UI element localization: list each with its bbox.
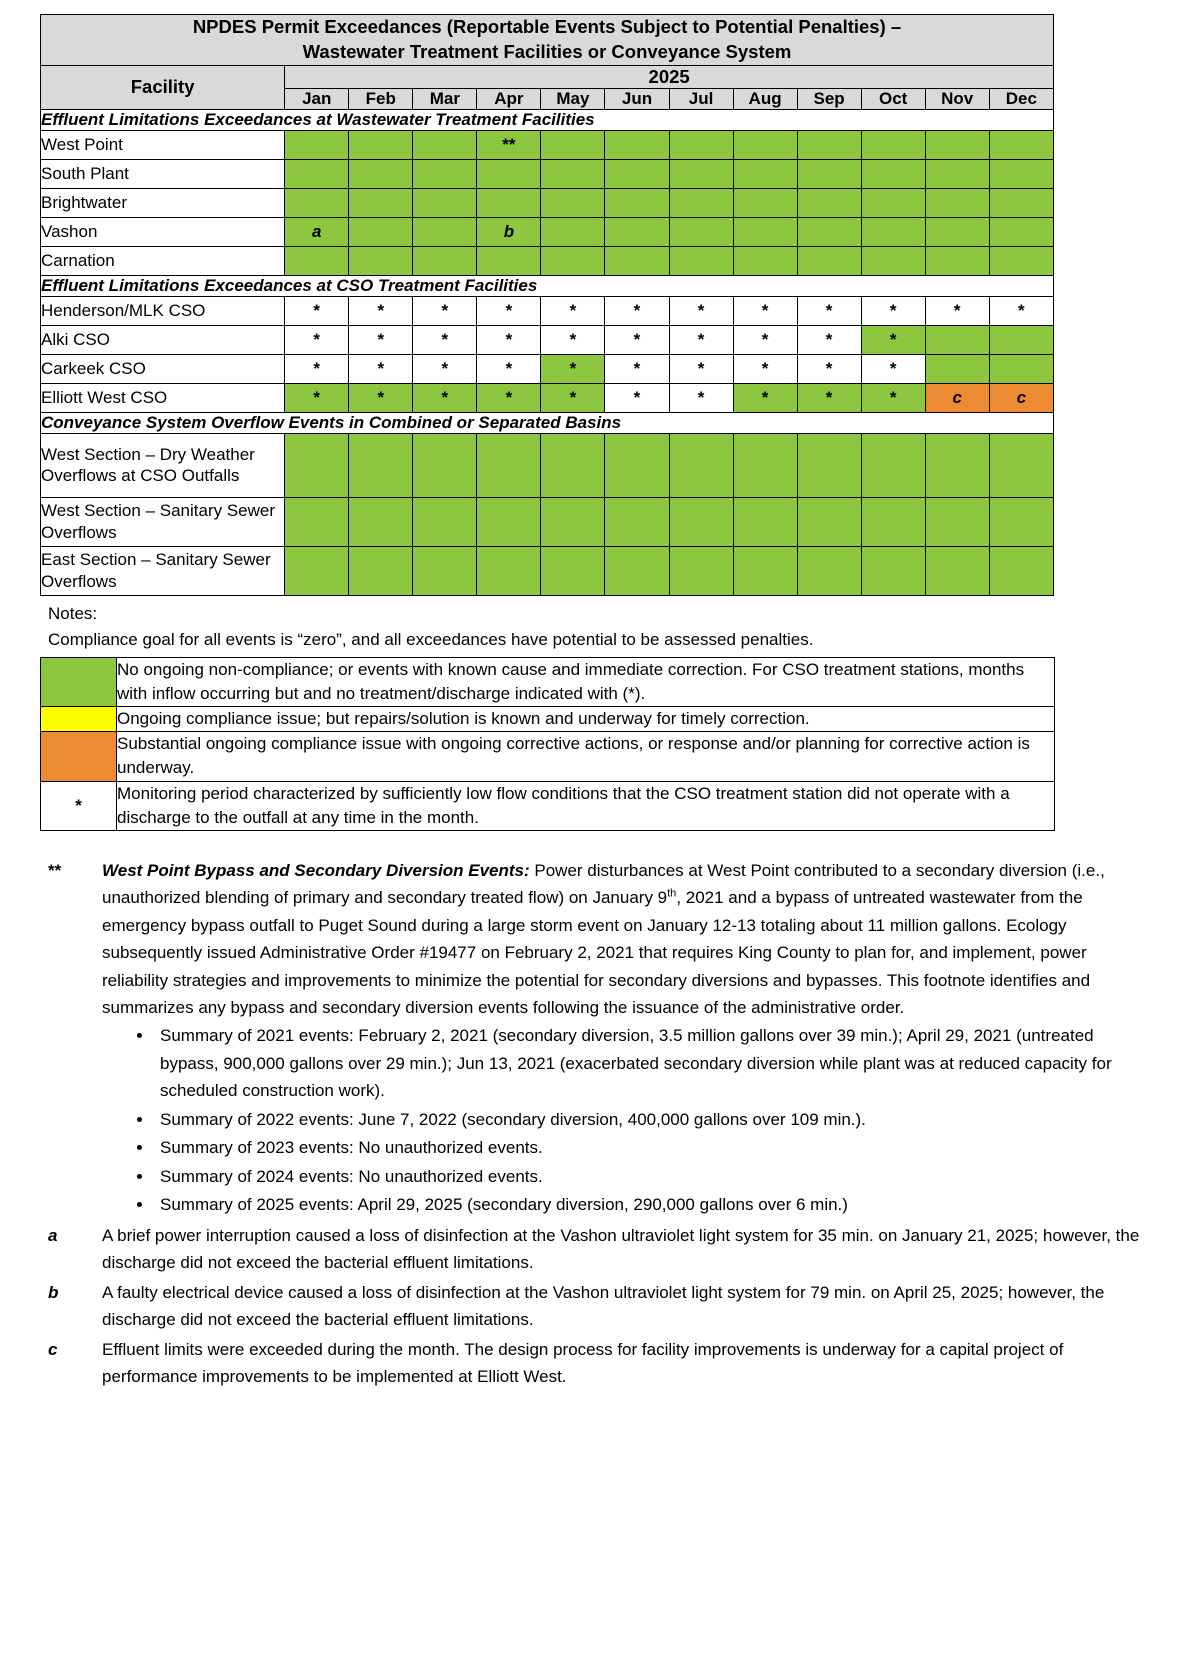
table-row (41, 159, 1054, 188)
status-cell (733, 217, 797, 246)
status-cell (477, 246, 541, 275)
month-header-oct: Oct (861, 88, 925, 109)
table-row (41, 383, 1054, 412)
status-cell (797, 497, 861, 546)
compliance-goal-note: Compliance goal for all events is “zero”, and all exceedances have potential to be assessed penalties. (48, 629, 814, 649)
legend-row (41, 657, 1055, 706)
facility-label: Alki CSO (41, 325, 285, 354)
facility-label: Vashon (41, 217, 285, 246)
status-cell (797, 546, 861, 595)
section-heading: Effluent Limitations Exceedances at CSO Treatment Facilities (41, 275, 1054, 296)
month-header-jan: Jan (285, 88, 349, 109)
status-cell (669, 383, 733, 412)
month-header-may: May (541, 88, 605, 109)
legend-swatch-white: * (41, 781, 117, 830)
section-heading-row (41, 412, 1054, 433)
legend-description: Monitoring period characterized by sufficiently low flow conditions that the CSO treatment station did not operate with a discharge to the outfall at any time in the month. (117, 781, 1055, 830)
status-cell (669, 246, 733, 275)
no-discharge-asterisk: * (313, 358, 321, 378)
legend-description: Ongoing compliance issue; but repairs/solution is known and underway for timely correction. (117, 707, 1055, 732)
status-cell (541, 159, 605, 188)
status-cell (669, 546, 733, 595)
table-row (41, 497, 1054, 546)
status-cell (861, 296, 925, 325)
status-cell (733, 354, 797, 383)
footnote-double-star-body (102, 857, 1140, 1220)
month-header-apr: Apr (477, 88, 541, 109)
no-discharge-asterisk: * (761, 387, 769, 407)
year-header: 2025 (285, 65, 1054, 88)
status-cell (285, 433, 349, 497)
footnote-double-star (40, 857, 1140, 1220)
footnote-bullet-item: • Summary of 2024 events: No unauthorized events. (154, 1163, 1140, 1191)
table-row (41, 246, 1054, 275)
footnote-ordinal-suffix: th (667, 887, 677, 900)
legend-row (41, 707, 1055, 732)
no-discharge-asterisk: * (633, 329, 641, 349)
status-cell (349, 325, 413, 354)
facility-label: West Point (41, 130, 285, 159)
footnote-a (40, 1222, 1140, 1277)
month-header-aug: Aug (733, 88, 797, 109)
legend-swatch-yellow (41, 707, 117, 732)
status-cell (861, 159, 925, 188)
status-cell (989, 325, 1053, 354)
status-cell (477, 497, 541, 546)
status-cell (285, 188, 349, 217)
status-cell (349, 546, 413, 595)
footnote-a-text: A brief power interruption caused a loss of disinfection at the Vashon ultraviolet light system for 35 min. on January 21, 2025; however, the discharge did not exceed the bacterial effluent limitations. (102, 1225, 1140, 1273)
table-row (41, 296, 1054, 325)
status-cell (989, 188, 1053, 217)
status-cell (797, 433, 861, 497)
status-cell (797, 217, 861, 246)
status-cell (413, 130, 477, 159)
status-cell (541, 296, 605, 325)
status-cell (349, 354, 413, 383)
status-cell (989, 130, 1053, 159)
no-discharge-asterisk: * (761, 358, 769, 378)
status-cell (861, 246, 925, 275)
status-cell (861, 497, 925, 546)
status-cell (925, 433, 989, 497)
table-header (41, 15, 1054, 110)
status-cell (541, 246, 605, 275)
status-cell (669, 296, 733, 325)
table-row (41, 433, 1054, 497)
facility-label: Henderson/MLK CSO (41, 296, 285, 325)
footnote-b-text: A faulty electrical device caused a loss of disinfection at the Vashon ultraviolet light system for 79 min. on April 25, 2025; however, the discharge did not exceed the bacterial effluent limitations. (102, 1282, 1105, 1330)
facility-label: East Section – Sanitary Sewer Overflows (41, 546, 285, 595)
no-discharge-asterisk: * (889, 329, 897, 349)
no-discharge-asterisk: * (825, 300, 833, 320)
no-discharge-asterisk: * (377, 300, 385, 320)
status-cell (797, 325, 861, 354)
status-cell (605, 433, 669, 497)
footnote-bullet-item: • Summary of 2021 events: February 2, 2021 (secondary diversion, 3.5 million gallons over 39 min.); April 29, 2021 (untreated bypass, 900,000 gallons over 29 min.); Jun 13, 2021 (exacerbated secondary diversion while plant was at reduced capacity for scheduled construction work). (154, 1022, 1140, 1105)
no-discharge-asterisk: * (889, 387, 897, 407)
no-discharge-asterisk: * (697, 329, 705, 349)
legend-table (40, 657, 1055, 831)
status-cell (477, 188, 541, 217)
footnote-marker: b (503, 221, 515, 241)
status-cell (861, 433, 925, 497)
no-discharge-asterisk: * (441, 300, 449, 320)
status-cell (605, 325, 669, 354)
status-cell (477, 546, 541, 595)
section-heading-row (41, 109, 1054, 130)
status-cell (861, 217, 925, 246)
legend-body (41, 657, 1055, 830)
status-cell (541, 383, 605, 412)
status-cell (989, 217, 1053, 246)
status-cell (349, 188, 413, 217)
status-cell (541, 325, 605, 354)
status-cell (797, 354, 861, 383)
status-cell (669, 159, 733, 188)
no-discharge-asterisk: * (569, 329, 577, 349)
legend-row (41, 732, 1055, 781)
status-cell (285, 130, 349, 159)
status-cell (605, 296, 669, 325)
no-discharge-asterisk: * (889, 300, 897, 320)
no-discharge-asterisk: * (441, 358, 449, 378)
no-discharge-asterisk: * (697, 300, 705, 320)
status-cell (925, 325, 989, 354)
legend-row (41, 781, 1055, 830)
status-cell (925, 546, 989, 595)
status-cell (733, 546, 797, 595)
status-cell (861, 325, 925, 354)
status-cell (989, 433, 1053, 497)
status-cell (861, 130, 925, 159)
status-cell (477, 433, 541, 497)
facility-label: West Section – Sanitary Sewer Overflows (41, 497, 285, 546)
status-cell (285, 217, 349, 246)
no-discharge-asterisk: * (505, 329, 513, 349)
status-cell (925, 296, 989, 325)
footnote-marker: a (312, 221, 322, 241)
table-body (41, 109, 1054, 595)
status-cell (413, 159, 477, 188)
status-cell (605, 546, 669, 595)
footnote-c-mark: c (48, 1339, 58, 1359)
no-discharge-asterisk: * (697, 387, 705, 407)
footnote-b (40, 1279, 1140, 1334)
status-cell (477, 383, 541, 412)
section-heading: Effluent Limitations Exceedances at Wastewater Treatment Facilities (41, 109, 1054, 130)
no-discharge-asterisk: * (377, 329, 385, 349)
status-cell (797, 159, 861, 188)
no-discharge-asterisk: * (313, 300, 321, 320)
status-cell (349, 296, 413, 325)
status-cell (733, 188, 797, 217)
footnote-double-star-text-2: , 2021 and a bypass of untreated wastewater from the emergency bypass outfall to Puget Sound during a large storm event on January 12-13 totaling about 11 million gallons. Ecology subsequently issued Administrative Order #19477 on February 2, 2021 that requires King County to plan for, and implement, power reliability strategies and improvements to minimize the potential for secondary diversions and bypasses. This footnote identifies and summarizes any bypass and secondary diversion events following the issuance of the administrative order. (102, 888, 1091, 1018)
status-cell (605, 246, 669, 275)
status-cell (349, 246, 413, 275)
status-cell (413, 188, 477, 217)
no-discharge-asterisk: * (633, 358, 641, 378)
footnote-a-mark: a (48, 1225, 58, 1245)
no-discharge-asterisk: * (953, 300, 961, 320)
status-cell (285, 354, 349, 383)
status-cell (669, 188, 733, 217)
no-discharge-asterisk: * (761, 300, 769, 320)
status-cell (349, 497, 413, 546)
status-cell (541, 217, 605, 246)
facility-label: Carnation (41, 246, 285, 275)
table-title-line1: NPDES Permit Exceedances (Reportable Events Subject to Potential Penalties) – (192, 16, 902, 37)
status-cell (285, 296, 349, 325)
status-cell (669, 354, 733, 383)
no-discharge-asterisk: * (1018, 300, 1025, 320)
status-cell (925, 354, 989, 383)
no-discharge-asterisk: * (313, 387, 321, 407)
status-cell (349, 383, 413, 412)
footnote-c (40, 1336, 1140, 1391)
status-cell (413, 383, 477, 412)
status-cell (989, 296, 1053, 325)
status-cell (605, 188, 669, 217)
status-cell (733, 130, 797, 159)
status-cell (733, 159, 797, 188)
status-cell (669, 325, 733, 354)
no-discharge-asterisk: * (633, 300, 641, 320)
table-row (41, 188, 1054, 217)
facility-label: Carkeek CSO (41, 354, 285, 383)
status-cell (285, 246, 349, 275)
no-discharge-asterisk: * (377, 387, 385, 407)
status-cell (925, 383, 989, 412)
status-cell (413, 546, 477, 595)
status-cell (541, 433, 605, 497)
status-cell (605, 217, 669, 246)
status-cell (541, 497, 605, 546)
notes-label: Notes: (48, 603, 98, 623)
status-cell (925, 188, 989, 217)
status-cell (733, 383, 797, 412)
footnote-double-star-mark: ** (48, 860, 62, 880)
status-cell (605, 354, 669, 383)
status-cell (733, 296, 797, 325)
status-cell (413, 296, 477, 325)
status-cell (413, 217, 477, 246)
no-discharge-asterisk: * (697, 358, 705, 378)
status-cell (541, 354, 605, 383)
footnote-double-star-text-1: Power disturbances at West Point contributed to a secondary diversion (i.e., unauthorized blending of primary and secondary treated flow) on January 9 (102, 860, 1105, 908)
month-header-mar: Mar (413, 88, 477, 109)
no-discharge-asterisk: * (889, 358, 897, 378)
table-row (41, 354, 1054, 383)
footnote-c-text: Effluent limits were exceeded during the month. The design process for facility improvements is underway for a capital project of performance improvements to be implemented at Elliott West. (102, 1339, 1064, 1387)
status-cell (349, 217, 413, 246)
table-row (41, 217, 1054, 246)
status-cell (605, 497, 669, 546)
status-cell (477, 159, 541, 188)
status-cell (477, 354, 541, 383)
footnotes-section (40, 857, 1140, 1391)
status-cell (861, 383, 925, 412)
status-cell (797, 383, 861, 412)
status-cell (413, 325, 477, 354)
status-cell (349, 433, 413, 497)
status-cell (477, 217, 541, 246)
section-heading: Conveyance System Overflow Events in Combined or Separated Basins (41, 412, 1054, 433)
status-cell (477, 325, 541, 354)
status-cell (413, 246, 477, 275)
month-header-dec: Dec (989, 88, 1053, 109)
footnote-marker: c (1016, 387, 1027, 407)
status-cell (349, 130, 413, 159)
status-cell (989, 546, 1053, 595)
status-cell (733, 433, 797, 497)
facility-label: South Plant (41, 159, 285, 188)
no-discharge-asterisk: * (377, 358, 385, 378)
status-cell (989, 383, 1053, 412)
table-row (41, 325, 1054, 354)
status-cell (605, 159, 669, 188)
status-cell (861, 188, 925, 217)
status-cell (733, 246, 797, 275)
month-header-jun: Jun (605, 88, 669, 109)
facility-label: Brightwater (41, 188, 285, 217)
status-cell (989, 246, 1053, 275)
facility-column-header: Facility (41, 65, 285, 109)
no-discharge-asterisk: * (633, 387, 641, 407)
month-header-sep: Sep (797, 88, 861, 109)
footnote-double-star-lead: West Point Bypass and Secondary Diversion Events: (102, 860, 530, 880)
status-cell (925, 217, 989, 246)
month-header-nov: Nov (925, 88, 989, 109)
status-cell (349, 159, 413, 188)
footnote-b-mark: b (48, 1282, 59, 1302)
status-cell (413, 497, 477, 546)
no-discharge-asterisk: * (825, 387, 833, 407)
status-cell (669, 497, 733, 546)
footnote-bullet-item: • Summary of 2022 events: June 7, 2022 (secondary diversion, 400,000 gallons over 109 min.). (154, 1106, 1140, 1134)
status-cell (733, 497, 797, 546)
status-cell (669, 130, 733, 159)
status-cell (285, 546, 349, 595)
status-cell (605, 383, 669, 412)
status-cell (285, 497, 349, 546)
status-cell (477, 130, 541, 159)
status-cell (285, 383, 349, 412)
status-cell (605, 130, 669, 159)
month-header-jul: Jul (669, 88, 733, 109)
status-cell (797, 130, 861, 159)
month-header-feb: Feb (349, 88, 413, 109)
status-cell (797, 296, 861, 325)
no-discharge-asterisk: * (441, 387, 449, 407)
legend-swatch-green (41, 657, 117, 706)
status-cell (669, 433, 733, 497)
status-cell (925, 159, 989, 188)
status-cell (925, 130, 989, 159)
status-cell (541, 130, 605, 159)
footnote-bullet-list (102, 1022, 1140, 1219)
no-discharge-asterisk: * (761, 329, 769, 349)
table-row (41, 130, 1054, 159)
table-title-row (41, 15, 1054, 66)
status-cell (413, 354, 477, 383)
no-discharge-asterisk: * (569, 387, 577, 407)
status-cell (989, 354, 1053, 383)
status-cell (989, 159, 1053, 188)
no-discharge-asterisk: * (505, 358, 513, 378)
table-title-line2: Wastewater Treatment Facilities or Conveyance System (302, 40, 792, 62)
no-discharge-asterisk: ** (502, 134, 516, 154)
status-cell (797, 188, 861, 217)
table-row (41, 546, 1054, 595)
footnote-marker: c (952, 387, 962, 407)
status-cell (925, 246, 989, 275)
status-cell (285, 159, 349, 188)
no-discharge-asterisk: * (441, 329, 449, 349)
legend-description: Substantial ongoing compliance issue with ongoing corrective actions, or response and/or planning for corrective action is underway. (117, 732, 1055, 781)
no-discharge-asterisk: * (825, 329, 833, 349)
footnote-bullet-item: • Summary of 2023 events: No unauthorized events. (154, 1134, 1140, 1162)
facility-label: Elliott West CSO (41, 383, 285, 412)
footnote-bullet-item: • Summary of 2025 events: April 29, 2025 (secondary diversion, 290,000 gallons over 6 min.) (154, 1191, 1140, 1219)
status-cell (861, 546, 925, 595)
no-discharge-asterisk: * (505, 387, 513, 407)
no-discharge-asterisk: * (569, 358, 577, 378)
status-cell (413, 433, 477, 497)
status-cell (477, 296, 541, 325)
status-cell (989, 497, 1053, 546)
no-discharge-asterisk: * (505, 300, 513, 320)
no-discharge-asterisk: * (313, 329, 321, 349)
status-cell (541, 188, 605, 217)
no-discharge-asterisk: * (569, 300, 577, 320)
status-cell (925, 497, 989, 546)
status-cell (861, 354, 925, 383)
year-header-row (41, 65, 1054, 88)
status-cell (733, 325, 797, 354)
notes-section (40, 602, 1140, 831)
table-title (41, 15, 1054, 66)
status-cell (797, 246, 861, 275)
npdes-exceedance-table (40, 14, 1054, 596)
legend-description: No ongoing non-compliance; or events with known cause and immediate correction. For CSO treatment stations, months with inflow occurring but and no treatment/discharge indicated with (*). (117, 657, 1055, 706)
status-cell (669, 217, 733, 246)
status-cell (541, 546, 605, 595)
section-heading-row (41, 275, 1054, 296)
status-cell (285, 325, 349, 354)
facility-label: West Section – Dry Weather Overflows at CSO Outfalls (41, 433, 285, 497)
no-discharge-asterisk: * (825, 358, 833, 378)
legend-swatch-orange (41, 732, 117, 781)
